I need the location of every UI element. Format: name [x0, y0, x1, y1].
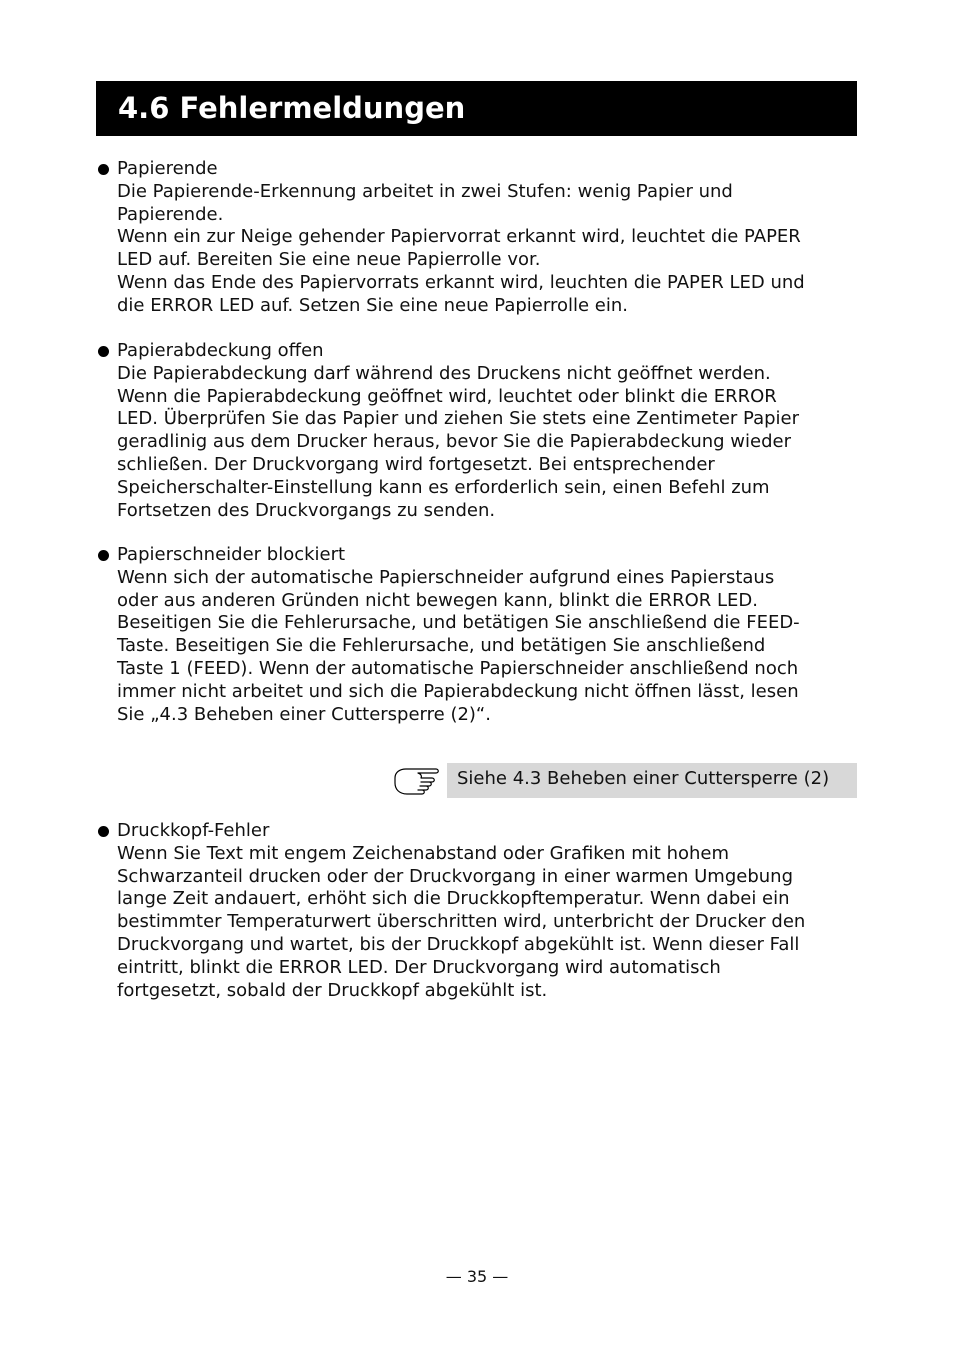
text-line: Beseitigen Sie die Fehlerursache, und betätigen Sie anschließend die FEED- — [117, 612, 800, 634]
bullet-icon — [98, 346, 109, 357]
text-line: Wenn sich der automatische Papierschneider aufgrund eines Papierstaus — [117, 566, 775, 588]
page-title: 4.6 Fehlermeldungen — [118, 91, 466, 125]
bullet-icon — [98, 826, 109, 837]
text-line: fortgesetzt, sobald der Druckkopf abgekühlt ist. — [117, 979, 548, 1001]
text-line: lange Zeit andauert, erhöht sich die Druckkopftemperatur. Wenn dabei ein — [117, 888, 790, 910]
text-line: bestimmter Temperaturwert überschritten wird, unterbricht der Drucker den — [117, 911, 806, 933]
text-line: die ERROR LED auf. Setzen Sie eine neue Papierrolle ein. — [117, 294, 628, 316]
section-papierschneider-blockiert — [96, 544, 866, 726]
reference-text: Siehe 4.3 Beheben einer Cuttersperre (2) — [457, 768, 830, 789]
text-line: Wenn ein zur Neige gehender Papiervorrat erkannt wird, leuchtet die PAPER — [117, 226, 801, 248]
reference-note — [392, 762, 857, 798]
section-heading: Papierschneider blockiert — [117, 544, 346, 565]
text-line: Taste 1 (FEED). Wenn der automatische Papierschneider anschließend noch — [117, 657, 799, 679]
text-line: schließen. Der Druckvorgang wird fortgesetzt. Bei entsprechender — [117, 453, 715, 475]
section-heading: Papierende — [117, 158, 218, 179]
section-papierabdeckung-offen — [96, 340, 866, 522]
section-body — [117, 181, 866, 318]
section-papierende — [96, 158, 866, 318]
text-line: Die Papierende-Erkennung arbeitet in zwei Stufen: wenig Papier und — [117, 180, 733, 202]
text-line: Druckvorgang und wartet, bis der Druckkopf abgekühlt ist. Wenn dieser Fall — [117, 933, 800, 955]
reference-box — [447, 763, 857, 798]
text-line: Wenn das Ende des Papiervorrats erkannt wird, leuchten die PAPER LED und — [117, 271, 805, 293]
text-line: Taste. Beseitigen Sie die Fehlerursache, und betätigen Sie anschließend — [117, 635, 766, 657]
bullet-icon — [98, 164, 109, 175]
page-number: — 35 — — [445, 1267, 509, 1286]
section-heading: Papierabdeckung offen — [117, 340, 324, 361]
pointing-hand-icon — [392, 764, 442, 798]
text-line: LED. Überprüfen Sie das Papier und ziehen Sie stets eine Zentimeter Papier — [117, 408, 800, 430]
section-druckkopf-fehler — [96, 820, 866, 1002]
text-line: Wenn die Papierabdeckung geöffnet wird, leuchtet oder blinkt die ERROR — [117, 385, 777, 407]
section-body — [117, 567, 866, 727]
text-line: Wenn Sie Text mit engem Zeichenabstand oder Grafiken mit hohem — [117, 842, 730, 864]
text-line: Speicherschalter-Einstellung kann es erforderlich sein, einen Befehl zum — [117, 476, 770, 498]
text-line: Schwarzanteil drucken oder der Druckvorgang in einer warmen Umgebung — [117, 865, 794, 887]
text-line: LED auf. Bereiten Sie eine neue Papierrolle vor. — [117, 249, 541, 271]
section-body — [117, 363, 866, 523]
bullet-icon — [98, 550, 109, 561]
section-body — [117, 843, 866, 1003]
text-line: Die Papierabdeckung darf während des Druckens nicht geöffnet werden. — [117, 362, 771, 384]
text-line: geradlinig aus dem Drucker heraus, bevor Sie die Papierabdeckung wieder — [117, 431, 791, 453]
text-line: eintritt, blinkt die ERROR LED. Der Druckvorgang wird automatisch — [117, 956, 721, 978]
text-line: immer nicht arbeitet und sich die Papierabdeckung nicht öffnen lässt, lesen — [117, 680, 799, 702]
text-line: Sie „4.3 Beheben einer Cuttersperre (2)“. — [117, 703, 491, 725]
section-title-bar — [96, 81, 857, 136]
text-line: Papierende. — [117, 203, 224, 225]
text-line: oder aus anderen Gründen nicht bewegen kann, blinkt die ERROR LED. — [117, 589, 758, 611]
section-heading: Druckkopf-Fehler — [117, 820, 270, 841]
text-line: Fortsetzen des Druckvorgangs zu senden. — [117, 499, 496, 521]
